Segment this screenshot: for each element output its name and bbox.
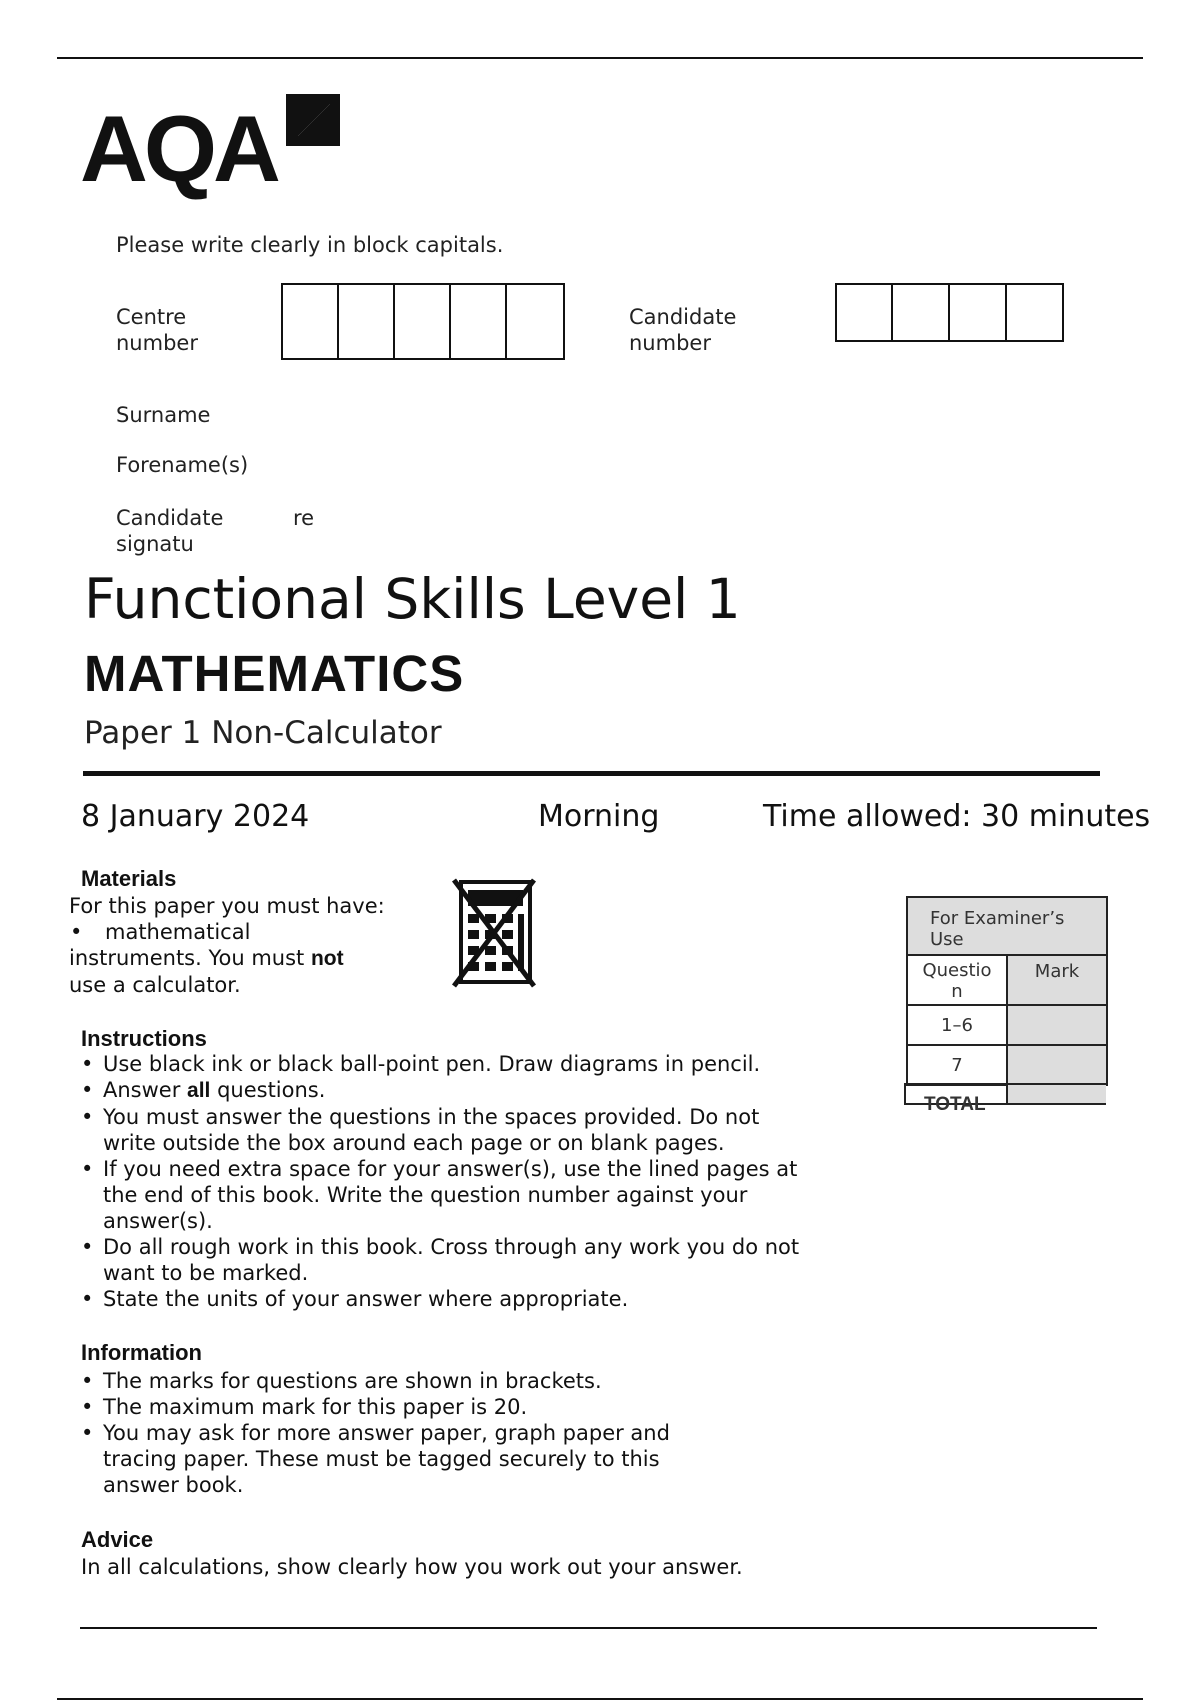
examiner-total-mark-box[interactable] bbox=[1006, 1085, 1106, 1103]
candidate-number-boxes bbox=[835, 283, 1064, 342]
instruction-item: • Use black ink or black ball-point pen. Draw diagrams in pencil. bbox=[80, 1051, 850, 1077]
examiner-total-row bbox=[904, 1083, 1106, 1115]
materials-item-text: mathematical bbox=[105, 920, 251, 944]
centre-number-boxes bbox=[281, 283, 565, 360]
exam-paper: Paper 1 Non-Calculator bbox=[84, 715, 442, 751]
signature-label bbox=[116, 505, 223, 557]
instructions-heading: Instructions bbox=[81, 1026, 207, 1051]
signature-label-line2: signatu bbox=[116, 532, 194, 556]
examiner-title-line1: For Examiner’s bbox=[930, 908, 1065, 929]
exam-subject: MATHEMATICS bbox=[84, 645, 465, 702]
candidate-number-label-line2: number bbox=[629, 331, 711, 355]
centre-number-label-line2: number bbox=[116, 331, 198, 355]
information-list bbox=[80, 1368, 710, 1498]
aqa-logo-mark-icon bbox=[284, 90, 342, 148]
materials-bullet: • bbox=[70, 920, 83, 944]
candidate-number-digit-box[interactable] bbox=[891, 283, 950, 342]
materials-line4: use a calculator. bbox=[69, 973, 241, 997]
candidate-number-digit-box[interactable] bbox=[1005, 283, 1064, 342]
exam-time-allowed: Time allowed: 30 minutes bbox=[763, 799, 1151, 834]
centre-number-digit-box[interactable] bbox=[281, 283, 339, 360]
information-item: • You may ask for more answer paper, graph paper and tracing paper. These must be tagged securely to this answer book. bbox=[80, 1420, 710, 1498]
instruction-item: • If you need extra space for your answer(s), use the lined pages at the end of this book. Write the question number against your answer(s). bbox=[80, 1156, 803, 1234]
information-heading: Information bbox=[81, 1340, 202, 1365]
signature-label-line1: Candidate bbox=[116, 506, 224, 530]
examiner-col-mark: Mark bbox=[1007, 955, 1107, 1005]
examiner-row-mark-box[interactable] bbox=[1007, 1005, 1107, 1045]
information-item: • The marks for questions are shown in brackets. bbox=[80, 1368, 710, 1394]
materials-line3 bbox=[69, 945, 429, 972]
advice-text: In all calculations, show clearly how you work out your answer. bbox=[81, 1555, 743, 1579]
candidate-number-digit-box[interactable] bbox=[948, 283, 1007, 342]
materials-line3-bold: not bbox=[310, 947, 344, 970]
centre-number-digit-box[interactable] bbox=[393, 283, 451, 360]
materials-text bbox=[69, 893, 429, 998]
centre-number-digit-box[interactable] bbox=[337, 283, 395, 360]
advice-heading: Advice bbox=[81, 1527, 154, 1552]
instruction-item: • State the units of your answer where appropriate. bbox=[80, 1286, 850, 1312]
examiner-title-line2: Use bbox=[930, 929, 964, 950]
surname-label: Surname bbox=[116, 403, 211, 427]
centre-number-digit-box[interactable] bbox=[449, 283, 507, 360]
instruction-item: • Do all rough work in this book. Cross through any work you do not want to be marked. bbox=[80, 1234, 803, 1286]
materials-line1: For this paper you must have: bbox=[69, 894, 385, 918]
forenames-label: Forename(s) bbox=[116, 453, 249, 477]
centre-number-label bbox=[116, 304, 198, 356]
examiner-row-question: 1–6 bbox=[907, 1005, 1007, 1045]
top-rule bbox=[57, 57, 1143, 59]
examiner-row-mark-box[interactable] bbox=[1007, 1045, 1107, 1085]
candidate-number-label-line1: Candidate bbox=[629, 305, 737, 329]
no-calculator-icon bbox=[452, 878, 538, 988]
materials-line3-text: instruments. You must bbox=[69, 946, 311, 970]
centre-number-digit-box[interactable] bbox=[505, 283, 565, 360]
title-divider bbox=[83, 771, 1100, 776]
instruction-item-bold: all bbox=[187, 1079, 211, 1102]
instruction-item bbox=[80, 1077, 850, 1104]
examiner-col-question bbox=[907, 955, 1007, 1005]
information-item: • The maximum mark for this paper is 20. bbox=[80, 1394, 710, 1420]
aqa-logo bbox=[80, 90, 350, 201]
exam-title: Functional Skills Level 1 bbox=[84, 567, 741, 631]
centre-number-label-line1: Centre bbox=[116, 305, 187, 329]
examiner-col-question-line2: n bbox=[951, 981, 963, 1002]
instruction-item-text: questions. bbox=[210, 1078, 326, 1102]
examiner-table-title bbox=[907, 897, 1107, 955]
exam-session: Morning bbox=[538, 799, 660, 834]
examiner-table bbox=[906, 896, 1108, 1086]
candidate-number-digit-box[interactable] bbox=[835, 283, 893, 342]
examiner-row-question: 7 bbox=[907, 1045, 1007, 1085]
exam-date: 8 January 2024 bbox=[81, 799, 310, 834]
candidate-number-label bbox=[629, 304, 736, 356]
materials-item bbox=[69, 919, 429, 945]
examiner-col-question-line1: Questio bbox=[922, 960, 992, 981]
block-capitals-prompt: Please write clearly in block capitals. bbox=[116, 233, 504, 257]
materials-heading: Materials bbox=[81, 866, 177, 891]
instruction-item-text: Answer bbox=[103, 1078, 188, 1102]
instruction-item: • You must answer the questions in the spaces provided. Do not write outside the box around each page or on blank pages. bbox=[80, 1104, 803, 1156]
instructions-list bbox=[80, 1051, 850, 1312]
aqa-logo-text: AQA bbox=[80, 96, 277, 201]
footer-rule bbox=[80, 1627, 1097, 1629]
examiner-total-label: TOTAL bbox=[924, 1094, 986, 1115]
signature-label-fragment: re bbox=[293, 506, 315, 530]
